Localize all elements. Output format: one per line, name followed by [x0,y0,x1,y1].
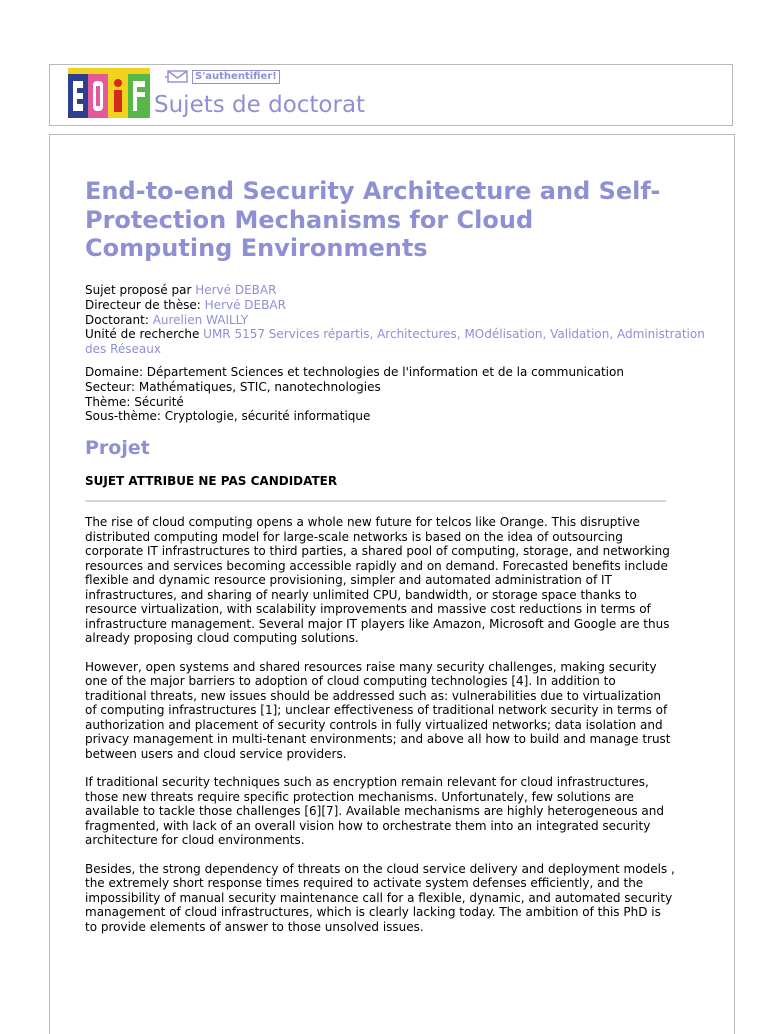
meta-label: Doctorant: [85,312,153,327]
research-unit-link[interactable]: UMR 5157 Services répartis, Architectures, MOdélisation, Validation, Administration des Réseaux [85,327,705,357]
assignment-notice: SUJET ATTRIBUE NE PAS CANDIDATER [85,474,338,488]
domain-meta [85,365,705,424]
meta-label: Sujet proposé par [85,283,196,297]
meta-research-unit [85,327,705,357]
site-title[interactable]: Sujets de doctorat [154,92,366,118]
edif-logo[interactable] [68,68,150,120]
meta-label: Unité de recherche [85,327,204,342]
divider [85,500,666,502]
envelope-icon[interactable] [165,70,189,84]
subtheme-line: Sous-thème: Cryptologie, sécurité informatique [85,409,371,424]
domain-line: Domaine: Département Sciences et technologies de l'information et de la communication [85,365,624,379]
header-bar [49,64,733,126]
meta-label: Directeur de thèse: [85,297,205,312]
article-title: End-to-end Security Architecture and Self-Protection Mechanisms for Cloud Computing Environments [85,177,661,262]
meta-student [85,313,705,328]
sector-line: Secteur: Mathématiques, STIC, nanotechnologies [85,379,381,394]
theme-line: Thème: Sécurité [85,394,184,409]
meta-director [85,298,705,313]
login-link[interactable]: S'authentifier! [192,70,280,84]
student-link[interactable]: Aurelien WAILLY [152,312,249,327]
paragraph: However, open systems and shared resources raise many security challenges, making security one of the major barriers to adoption of cloud computing technologies [4]. In addition to traditional threats, new issues should be addressed such as: vulnerabilities due to virtualization of computing infrastructures [1]; unclear effectiveness of traditional network security in terms of authorization and placement of security controls in fully virtualized networks; data isolation and privacy management in multi-tenant environments; and above all how to build and manage trust between users and cloud service providers. [85,659,671,761]
paragraph: The rise of cloud computing opens a whole new future for telcos like Orange. This disruptive distributed computing model for large-scale networks is based on the idea of outsourcing corporate IT infrastructures to third parties, a shared pool of computing, storage, and networking resources and services becoming accessible rapidly and on demand. Forecasted benefits include flexible and dynamic resource provisioning, simpler and automated administration of IT infrastructures, and sharing of nearly unlimited CPU, bandwidth, or storage space thanks to resource virtualization, with scalability improvements and massive cost reductions in terms of infrastructure management. Several major IT players like Amazon, Microsoft and Google are thus already proposing cloud computing solutions. [85,515,670,645]
paragraph: If traditional security techniques such as encryption remain relevant for cloud infrastructures, those new threats require specific protection mechanisms. Unfortunately, few solutions are available to tackle those challenges [6][7]. Available mechanisms are highly heterogeneous and fragmented, with lack of an overall vision how to orchestrate them into an integrated security architecture for cloud environments. [85,775,664,847]
director-link[interactable]: Hervé DEBAR [204,297,286,312]
project-description [85,515,675,948]
meta-proposer [85,283,705,298]
paragraph: Besides, the strong dependency of threats on the cloud service delivery and deployment models , the extremely short response times required to activate system defenses efficiently, and the impossibility of manual security maintenance call for a flexible, dynamic, and automated security management of cloud infrastructures, which is clearly lacking today. The ambition of this PhD is to provide elements of answer to those unsolved issues. [85,861,675,934]
proposer-link[interactable]: Hervé DEBAR [195,283,277,297]
auth-area [165,69,280,85]
proposal-meta [85,283,705,357]
main-content [49,134,735,1034]
section-title-projet: Projet [85,437,150,459]
